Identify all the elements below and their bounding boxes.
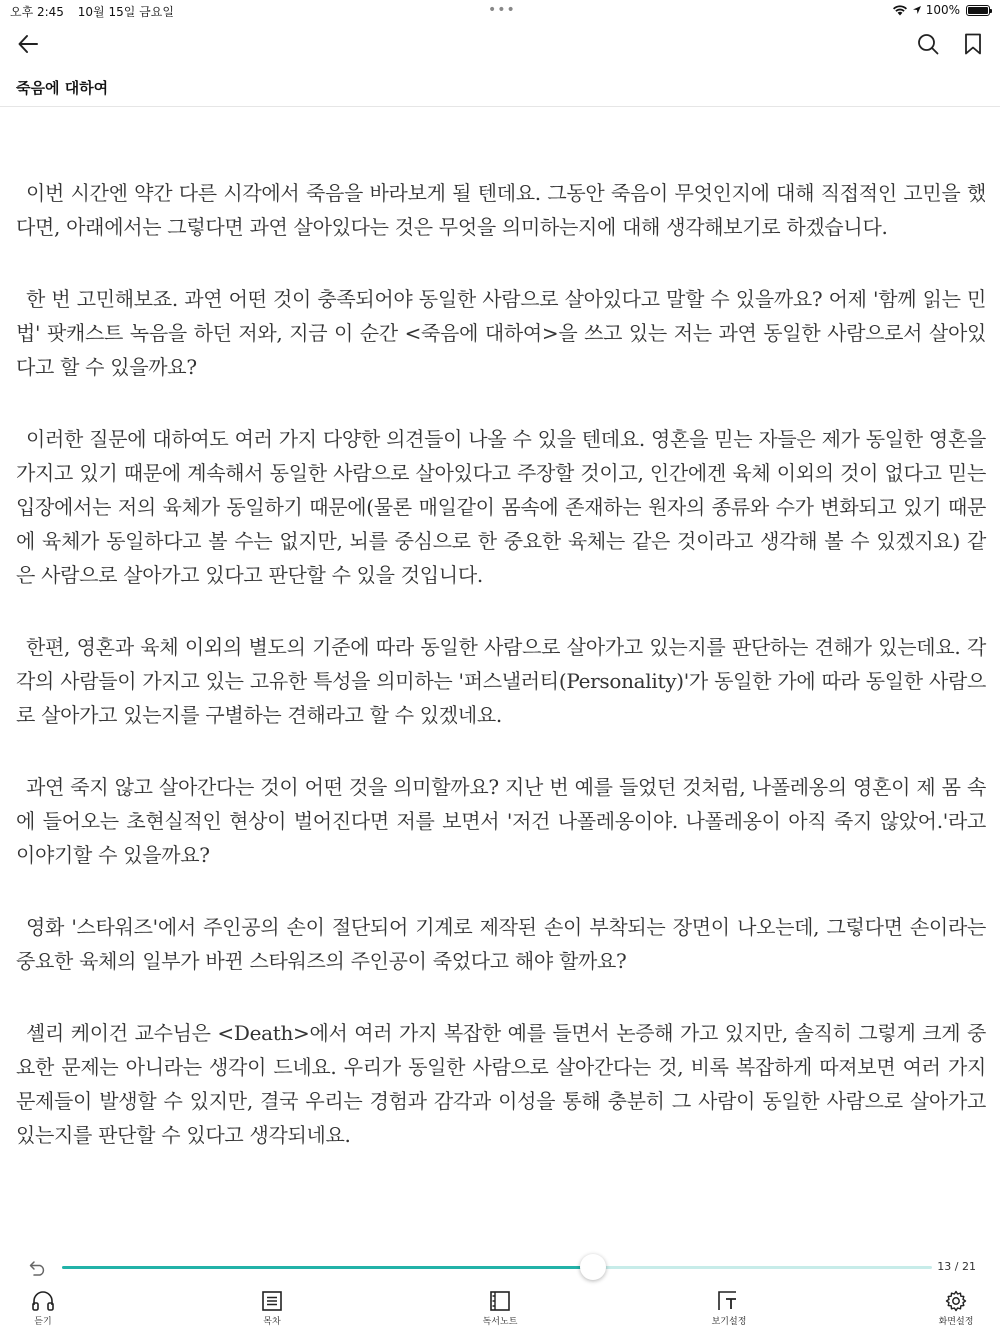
search-button[interactable] [910,26,946,62]
bookmark-icon [964,33,982,55]
nav-notes-button[interactable] [460,1290,540,1327]
battery-level [968,7,988,14]
status-right [892,3,990,17]
title-divider [0,106,1000,107]
status-date: 10월 15일 금요일 [77,5,174,19]
undo-button[interactable] [26,1256,50,1280]
nav-toc-button[interactable] [232,1290,312,1327]
nav-toc-label: 목차 [263,1317,281,1327]
nav-listen-button[interactable] [3,1290,83,1327]
battery-icon [966,5,990,16]
progress-slider[interactable] [62,1266,932,1269]
nav-screen-settings-label: 화면설정 [938,1317,974,1327]
search-icon [917,33,939,55]
chapter-title: 죽음에 대하여 [16,79,109,97]
battery-percent: 100% [925,3,960,17]
status-time: 오후 2:45 [10,5,64,19]
nav-listen-label: 듣기 [34,1317,52,1327]
nav-view-settings-button[interactable] [689,1290,769,1327]
reading-content [16,176,986,1190]
reader-toolbar [0,24,1000,68]
nav-view-settings-label: 보기설정 [711,1317,747,1327]
wifi-icon [892,4,908,16]
paragraph: 이번 시간엔 약간 다른 시각에서 죽음을 바라보게 될 텐데요. 그동안 죽음이 무엇인지에 대해 직접적인 고민을 했다면, 아래에서는 그렇다면 과연 살아있다는 것은 무엇을 의미하는지에 대해 생각해보기로 하겠습니다. [16,181,986,239]
paragraph: 한편, 영혼과 육체 이외의 별도의 기준에 따라 동일한 사람으로 살아가고 있는지를 판단하는 견해가 있는데요. 각각의 사람들이 가지고 있는 고유한 특성을 의미하는 '퍼스낼러티(Personality)'가 동일한 가에 따라 동일한 사람으로 살아가고 있는지를 구별하는 견해라고 할 수 있겠네요. [16,635,986,727]
multitasking-dots[interactable]: ••• [488,2,516,18]
paragraph: 영화 '스타워즈'에서 주인공의 손이 절단되어 기계로 제작된 손이 부착되는 장면이 나오는데, 그렇다면 손이라는 중요한 육체의 일부가 바뀐 스타워즈의 주인공이 죽었다고 해야 할까요? [16,915,986,973]
list-icon [261,1290,283,1312]
progress-area [0,1250,1000,1286]
paragraph: 셸리 케이건 교수님은 <Death>에서 여러 가지 복잡한 예를 들면서 논증해 가고 있지만, 솔직히 그렇게 크게 중요한 문제는 아니라는 생각이 드네요. 우리가 동일한 사람으로 살아간다는 것, 비록 복잡하게 따져보면 여러 가지 문제들이 발생할 수 있지만, 결국 우리는 경험과 감각과 이성을 통해 충분히 그 사람이 동일한 사람으로 살아가고 있는지를 판단할 수 있다고 생각되네요. [16,1021,986,1147]
nav-screen-settings-button[interactable] [916,1290,996,1327]
text-format-icon [717,1290,741,1312]
progress-thumb[interactable] [580,1254,606,1280]
location-icon [912,5,922,15]
paragraph: 과연 죽지 않고 살아간다는 것이 어떤 것을 의미할까요? 지난 번 예를 들었던 것처럼, 나폴레옹의 영혼이 제 몸 속에 들어오는 초현실적인 현상이 벌어진다면 저를 보면서 '저건 나폴레옹이야. 나폴레옹이 아직 죽지 않았어.'라고 이야기할 수 있을까요? [16,775,986,867]
gear-icon [945,1290,967,1312]
nav-notes-label: 독서노트 [482,1317,518,1327]
status-bar [0,0,1000,22]
paragraph: 한 번 고민해보죠. 과연 어떤 것이 충족되어야 동일한 사람으로 살아있다고 말할 수 있을까요? 어제 '함께 읽는 민법' 팟캐스트 녹음을 하던 저와, 지금 이 순간 <죽음에 대하여>을 쓰고 있는 저는 과연 동일한 사람으로서 살아있다고 할 수 있을까요? [16,287,986,379]
progress-fill [62,1266,593,1269]
headphones-icon [31,1290,55,1312]
status-left [10,3,184,20]
bookmark-button[interactable] [955,26,991,62]
bottom-nav [0,1286,1000,1334]
page-count: 13 / 21 [937,1260,976,1273]
arrow-left-icon [17,33,39,55]
notebook-icon [489,1290,511,1312]
back-button[interactable] [10,26,46,62]
undo-icon [29,1260,47,1276]
paragraph: 이러한 질문에 대하여도 여러 가지 다양한 의견들이 나올 수 있을 텐데요. 영혼을 믿는 자들은 제가 동일한 영혼을 가지고 있기 때문에 계속해서 동일한 사람으로 살아있다고 주장할 것이고, 인간에겐 육체 이외의 것이 없다고 믿는 입장에서는 저의 육체가 동일하기 때문에(물론 매일같이 몸속에 존재하는 원자의 종류와 수가 변화되고 있기 때문에 육체가 동일하다고 볼 수는 없지만, 뇌를 중심으로 한 중요한 육체는 같은 것이라고 생각해 볼 수 있겠지요) 같은 사람으로 살아가고 있다고 판단할 수 있을 것입니다. [16,427,986,587]
